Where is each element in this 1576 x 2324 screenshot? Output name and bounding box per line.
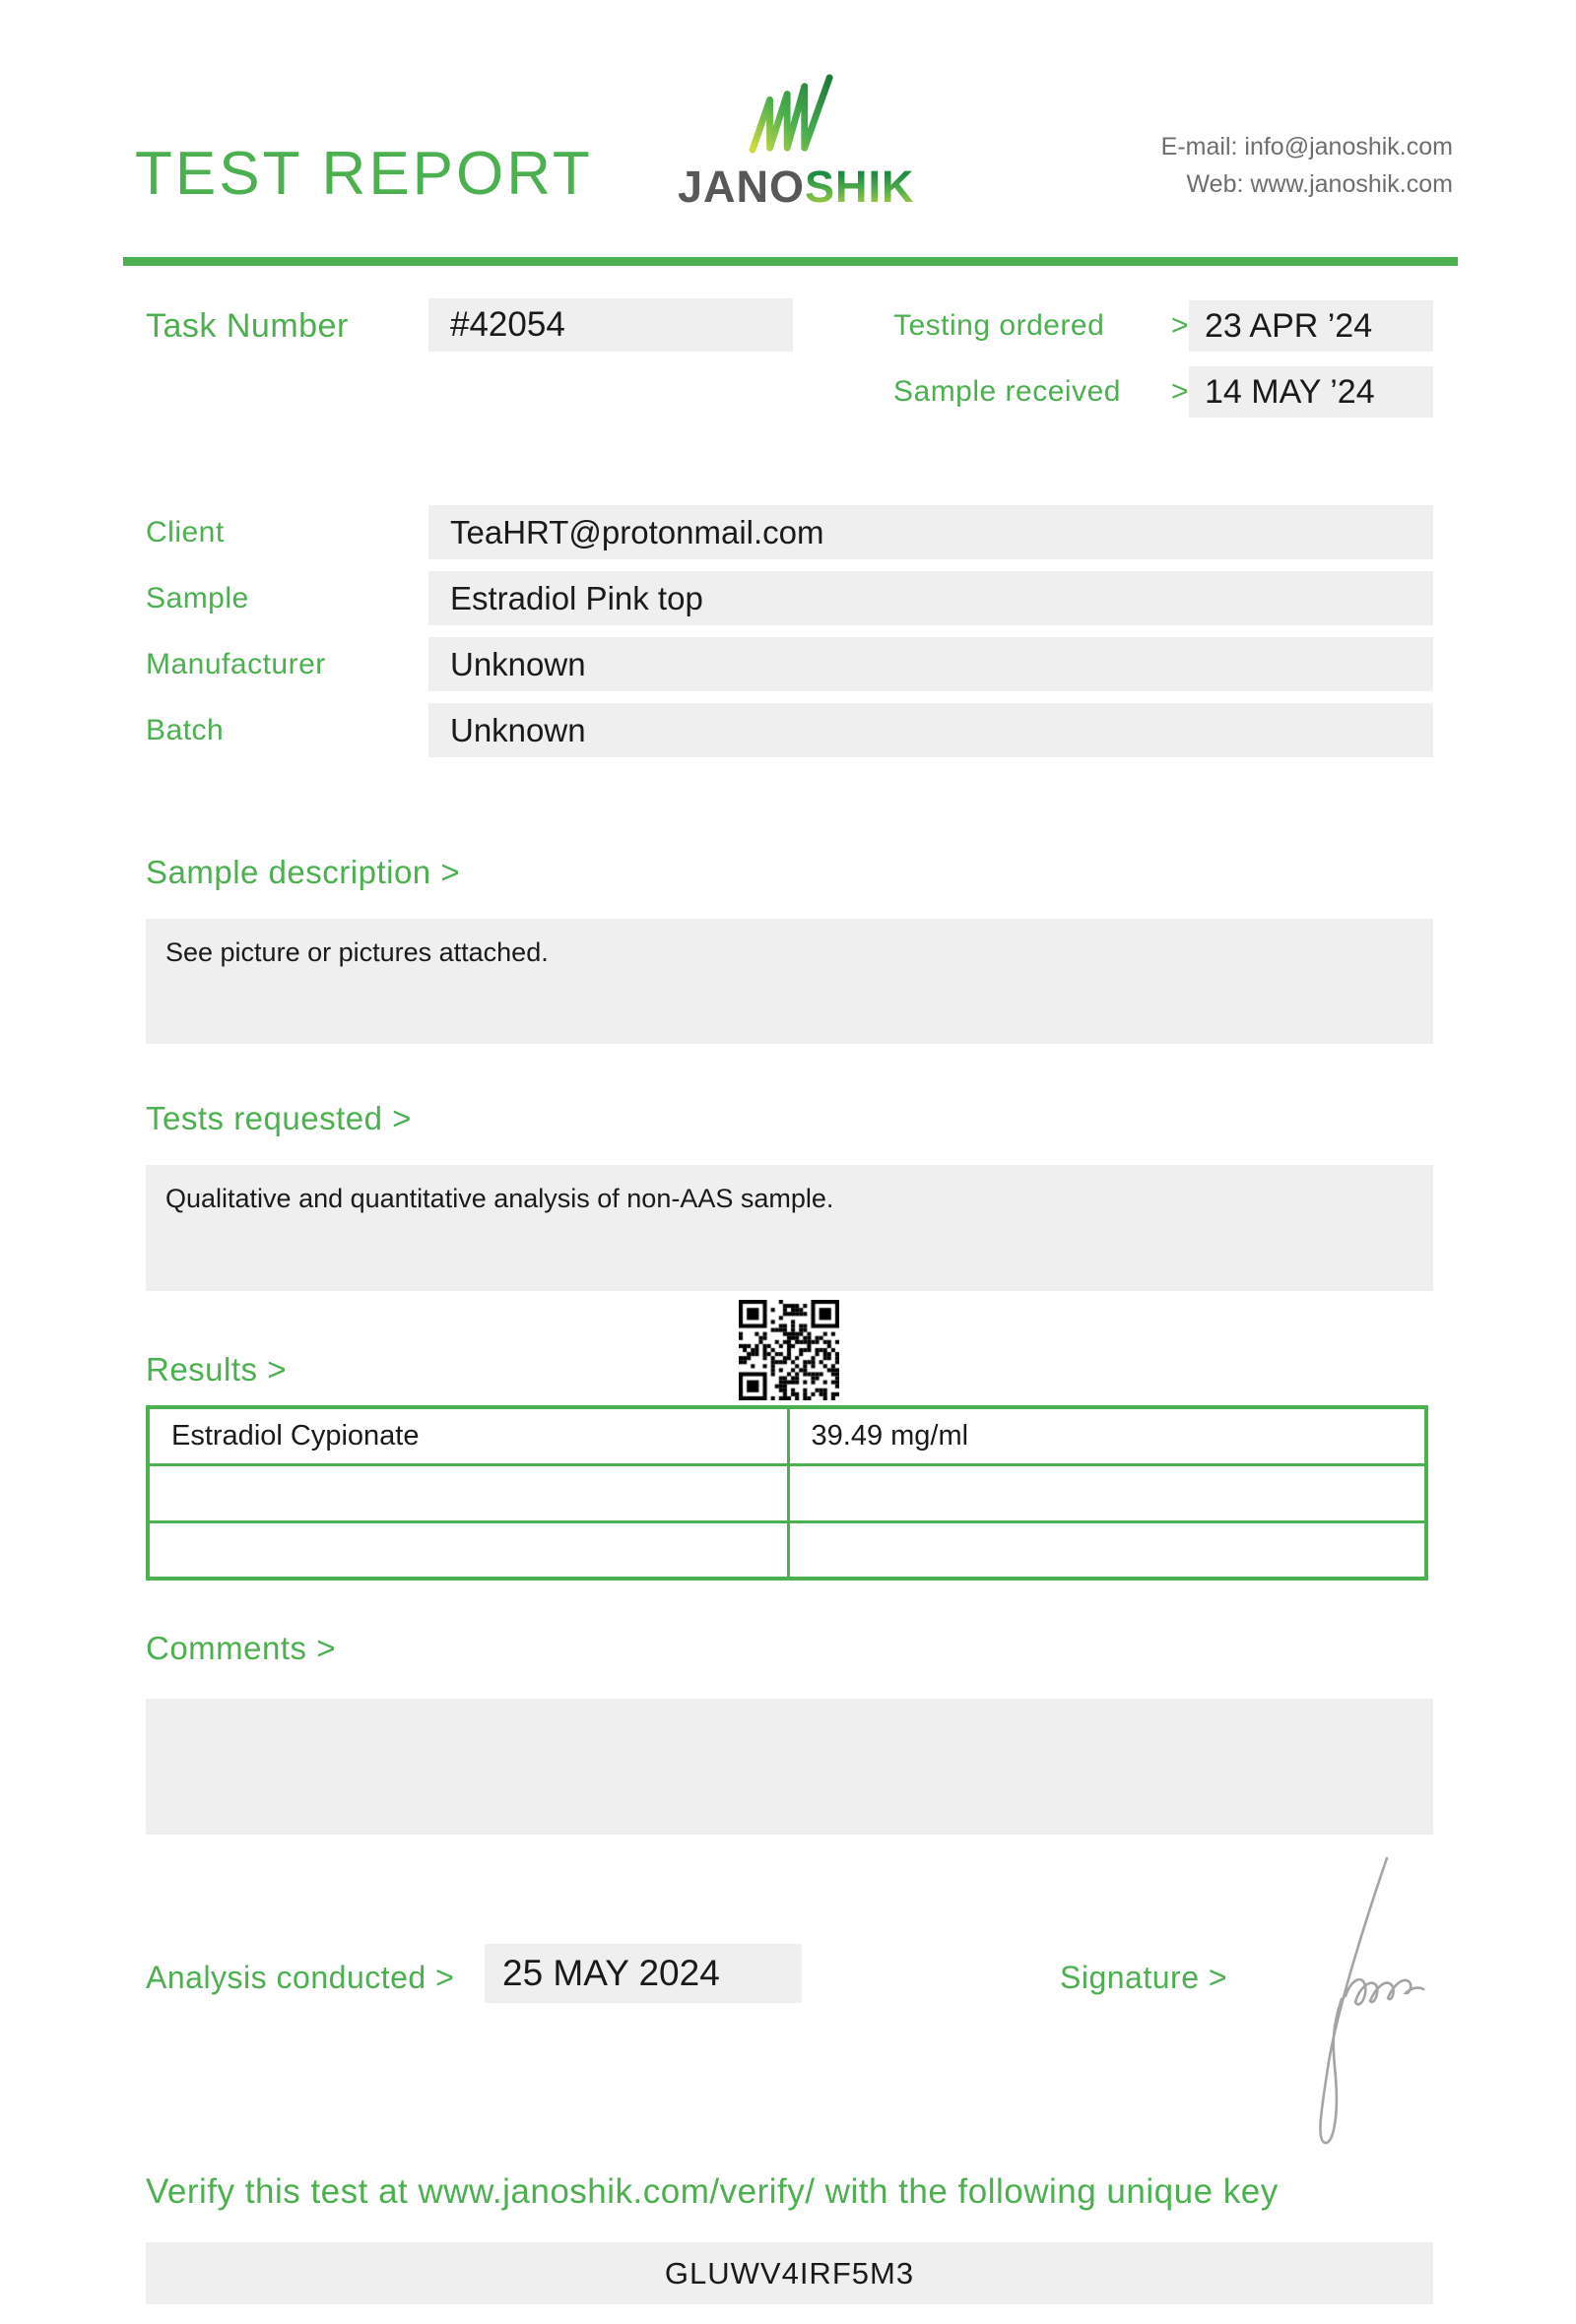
task-number-value: #42054	[428, 298, 793, 352]
chevron-right-icon: >	[1170, 309, 1189, 342]
batch-label: Batch	[146, 713, 225, 746]
contact-info	[1161, 128, 1453, 203]
sample-description-box: See picture or pictures attached.	[146, 919, 1433, 1044]
sample-description-heading: Sample description >	[146, 854, 461, 890]
header-divider	[123, 257, 1458, 266]
verify-instruction: Verify this test at www.janoshik.com/verify/ with the following unique key	[146, 2172, 1279, 2211]
task-number-label: Task Number	[146, 307, 349, 345]
chevron-right-icon: >	[1170, 375, 1189, 408]
detail-row-sample	[146, 571, 1433, 625]
analysis-conducted-label: Analysis conducted >	[146, 1960, 455, 1995]
testing-ordered-label: Testing ordered	[893, 309, 1105, 342]
tests-requested-heading: Tests requested >	[146, 1100, 412, 1136]
sample-received-label: Sample received	[893, 375, 1121, 408]
results-row	[148, 1521, 1426, 1579]
results-row	[148, 1407, 1426, 1464]
trend-chart-icon	[744, 73, 842, 158]
sample-received-row	[893, 366, 1433, 418]
batch-value: Unknown	[428, 703, 1433, 757]
janoshik-logo	[678, 73, 915, 213]
sample-value: Estradiol Pink top	[428, 571, 1433, 625]
signature-label: Signature >	[1060, 1960, 1228, 1995]
client-value: TeaHRT@protonmail.com	[428, 505, 1433, 559]
result-concentration: 39.49 mg/ml	[788, 1407, 1426, 1464]
detail-row-manufacturer	[146, 637, 1433, 691]
signature-image	[1271, 1846, 1428, 2157]
result-concentration	[788, 1464, 1426, 1521]
logo-text-jano: JANO	[678, 161, 806, 212]
logo-wordmark	[678, 161, 915, 213]
manufacturer-value: Unknown	[428, 637, 1433, 691]
results-row	[148, 1464, 1426, 1521]
client-label: Client	[146, 515, 225, 549]
sample-label: Sample	[146, 581, 249, 614]
tests-requested-box: Qualitative and quantitative analysis of non-AAS sample.	[146, 1165, 1433, 1291]
sample-received-value: 14 MAY ’24	[1189, 366, 1433, 418]
comments-heading: Comments >	[146, 1630, 336, 1666]
dates-block	[893, 300, 1433, 418]
detail-row-batch	[146, 703, 1433, 757]
testing-ordered-row	[893, 300, 1433, 352]
testing-ordered-value: 23 APR ’24	[1189, 300, 1433, 352]
result-concentration	[788, 1521, 1426, 1579]
result-substance	[148, 1521, 788, 1579]
qr-code	[739, 1300, 839, 1400]
analysis-conducted-value: 25 MAY 2024	[485, 1944, 802, 2003]
sample-details	[146, 505, 1433, 769]
result-substance: Estradiol Cypionate	[148, 1407, 788, 1464]
results-table	[146, 1405, 1428, 1581]
detail-row-client	[146, 505, 1433, 559]
logo-text-shik: SHIK	[805, 161, 915, 212]
contact-web: Web: www.janoshik.com	[1186, 170, 1453, 198]
page-title: TEST REPORT	[135, 140, 593, 208]
contact-email: E-mail: info@janoshik.com	[1160, 133, 1453, 161]
comments-box	[146, 1699, 1433, 1835]
verify-key: GLUWV4IRF5M3	[146, 2242, 1433, 2304]
result-substance	[148, 1464, 788, 1521]
manufacturer-label: Manufacturer	[146, 647, 326, 680]
results-heading: Results >	[146, 1351, 287, 1388]
